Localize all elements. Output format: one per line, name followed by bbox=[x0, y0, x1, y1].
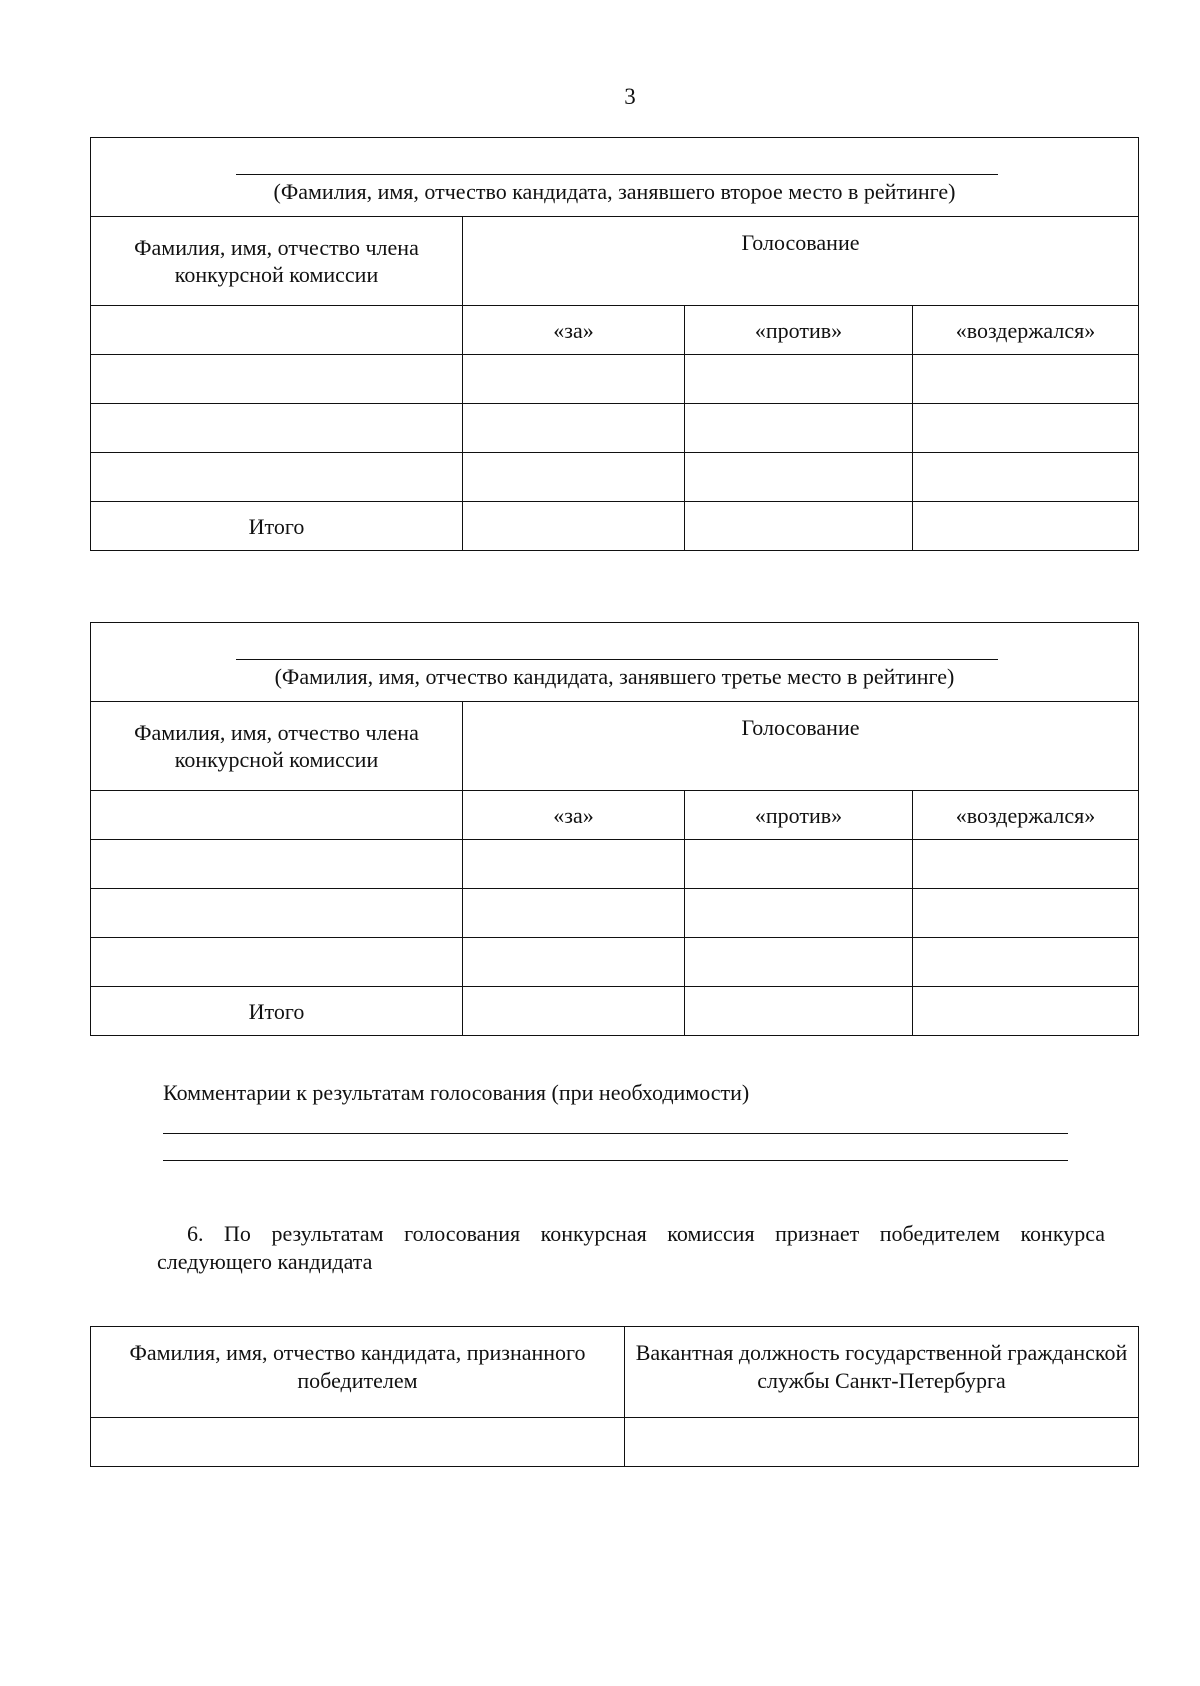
vote-header: Голосование bbox=[463, 702, 1139, 791]
option-for: «за» bbox=[463, 791, 685, 840]
candidate-caption: (Фамилия, имя, отчество кандидата, занявшего второе место в рейтинге) bbox=[273, 179, 956, 204]
vote-cell[interactable] bbox=[913, 404, 1139, 453]
vote-cell[interactable] bbox=[685, 938, 913, 987]
table-row bbox=[91, 889, 1139, 938]
vote-cell[interactable] bbox=[463, 938, 685, 987]
member-cell[interactable] bbox=[91, 938, 463, 987]
option-against: «против» bbox=[685, 306, 913, 355]
option-abstained: «воздержался» bbox=[913, 791, 1139, 840]
member-cell[interactable] bbox=[91, 791, 463, 840]
vote-cell[interactable] bbox=[463, 404, 685, 453]
total-cell[interactable] bbox=[913, 987, 1139, 1036]
vacant-position-header: Вакантная должность государственной гражданской службы Санкт-Петербурга bbox=[625, 1327, 1139, 1418]
table-row bbox=[91, 453, 1139, 502]
member-cell[interactable] bbox=[91, 306, 463, 355]
candidate-name-cell[interactable] bbox=[91, 138, 1139, 217]
vote-cell[interactable] bbox=[463, 889, 685, 938]
table-row bbox=[91, 404, 1139, 453]
table-row bbox=[91, 355, 1139, 404]
table-row bbox=[91, 938, 1139, 987]
vote-cell[interactable] bbox=[913, 889, 1139, 938]
comment-line[interactable] bbox=[163, 1133, 1068, 1134]
vote-cell[interactable] bbox=[685, 453, 913, 502]
total-label: Итого bbox=[91, 502, 463, 551]
vote-cell[interactable] bbox=[913, 938, 1139, 987]
total-cell[interactable] bbox=[913, 502, 1139, 551]
member-cell[interactable] bbox=[91, 889, 463, 938]
total-label: Итого bbox=[91, 987, 463, 1036]
comments-label: Комментарии к результатам голосования (при необходимости) bbox=[163, 1080, 750, 1105]
candidate-name-line bbox=[236, 659, 998, 660]
total-cell[interactable] bbox=[463, 987, 685, 1036]
vote-cell[interactable] bbox=[685, 355, 913, 404]
option-abstained: «воздержался» bbox=[913, 306, 1139, 355]
vote-cell[interactable] bbox=[463, 355, 685, 404]
vote-cell[interactable] bbox=[463, 840, 685, 889]
candidate-name-line bbox=[236, 174, 998, 175]
total-cell[interactable] bbox=[685, 987, 913, 1036]
candidate-name-cell[interactable] bbox=[91, 623, 1139, 702]
vote-table-second-place bbox=[90, 137, 1139, 551]
option-for: «за» bbox=[463, 306, 685, 355]
decision-paragraph: 6. По результатам голосования конкурсная комиссия признает победителем конкурса следующего кандидата bbox=[157, 1221, 1105, 1274]
vote-cell[interactable] bbox=[913, 453, 1139, 502]
total-row bbox=[91, 502, 1139, 551]
vacant-position-cell[interactable] bbox=[625, 1418, 1139, 1467]
winner-name-cell[interactable] bbox=[91, 1418, 625, 1467]
member-header: Фамилия, имя, отчество члена конкурсной комиссии bbox=[91, 217, 463, 306]
vote-cell[interactable] bbox=[685, 404, 913, 453]
member-cell[interactable] bbox=[91, 453, 463, 502]
page-number: 3 bbox=[624, 84, 636, 109]
candidate-caption: (Фамилия, имя, отчество кандидата, занявшего третье место в рейтинге) bbox=[274, 664, 955, 689]
member-header: Фамилия, имя, отчество члена конкурсной комиссии bbox=[91, 702, 463, 791]
winner-name-header: Фамилия, имя, отчество кандидата, признанного победителем bbox=[91, 1327, 625, 1418]
member-cell[interactable] bbox=[91, 355, 463, 404]
winner-table bbox=[90, 1326, 1139, 1467]
vote-cell[interactable] bbox=[913, 840, 1139, 889]
vote-cell[interactable] bbox=[685, 889, 913, 938]
total-row bbox=[91, 987, 1139, 1036]
option-against: «против» bbox=[685, 791, 913, 840]
table-row bbox=[91, 840, 1139, 889]
comment-line[interactable] bbox=[163, 1160, 1068, 1161]
vote-cell[interactable] bbox=[463, 453, 685, 502]
vote-cell[interactable] bbox=[913, 355, 1139, 404]
member-cell[interactable] bbox=[91, 840, 463, 889]
total-cell[interactable] bbox=[463, 502, 685, 551]
vote-header: Голосование bbox=[463, 217, 1139, 306]
table-row bbox=[91, 1418, 1139, 1467]
member-cell[interactable] bbox=[91, 404, 463, 453]
total-cell[interactable] bbox=[685, 502, 913, 551]
vote-cell[interactable] bbox=[685, 840, 913, 889]
vote-table-third-place bbox=[90, 622, 1139, 1036]
